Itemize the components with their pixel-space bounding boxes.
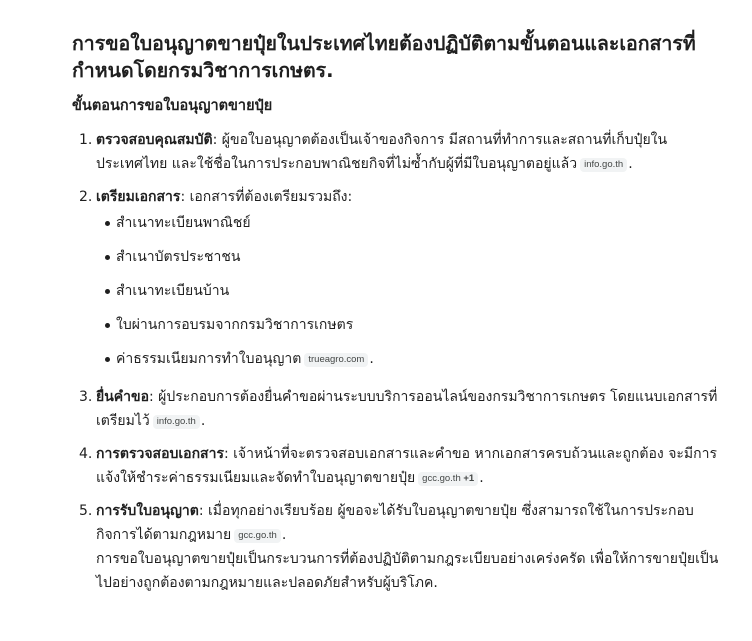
step-text: : ผู้ขอใบอนุญาตต้องเป็นเจ้าของกิจการ มีสถานที่ทำการและสถานที่เก็บปุ๋ยในประเทศไทย และใช้ชื่อในการประกอบพาณิชยกิจที่ไม่ซ้ำกับผู้ที่มีใบอนุญาตอยู่แล้ว (96, 132, 668, 172)
step-end: . (479, 470, 484, 486)
list-item-document (116, 245, 727, 269)
step-term: การรับใบอนุญาต (96, 503, 199, 519)
step-term: ยื่นคำขอ (96, 389, 149, 405)
source-chip-label: trueagro.com (308, 354, 365, 365)
step-end: . (200, 413, 206, 429)
source-chip[interactable] (580, 158, 627, 172)
page-title: การขอใบอนุญาตขายปุ๋ยในประเทศไทยต้องปฏิบัติตามขั้นตอนและเอกสารที่กำหนดโดยกรมวิชาการเกษตร. (72, 32, 696, 82)
source-chip-label: gcc.go.th (422, 473, 461, 484)
list-item-document (116, 211, 727, 235)
steps-list (72, 128, 727, 595)
step-text: : เมื่อทุกอย่างเรียบร้อย ผู้ขอจะได้รับใบอนุญาตขายปุ๋ย ซึ่งสามารถใช้ในการประกอบกิจการได้ตามกฎหมาย (96, 503, 694, 543)
source-chip-extra: +1 (463, 473, 475, 484)
step-text: : เจ้าหน้าที่จะตรวจสอบเอกสารและคำขอ หากเอกสารครบถ้วนและถูกต้อง จะมีการแจ้งให้ชำระค่าธรรมเนียมและจัดทำใบอนุญาตขายปุ๋ย (96, 446, 717, 486)
list-item-document (116, 347, 727, 371)
source-chip[interactable] (418, 472, 478, 486)
document-text: สำเนาทะเบียนบ้าน (116, 283, 230, 299)
list-item-document (116, 279, 727, 303)
step-term: การตรวจสอบเอกสาร (96, 446, 224, 462)
step-number: 3. (79, 389, 93, 405)
source-chip-label: gcc.go.th (238, 530, 277, 541)
document-text: ใบผ่านการอบรมจากกรมวิชาการเกษตร (116, 317, 354, 333)
source-chip-label: info.go.th (584, 159, 624, 170)
step-number: 4. (79, 446, 93, 462)
source-chip[interactable] (304, 353, 368, 367)
section-heading: ขั้นตอนการขอใบอนุญาตขายปุ๋ย (72, 98, 273, 114)
step-end: . (628, 156, 633, 172)
step-number: 5. (79, 503, 93, 519)
documents-list (96, 211, 727, 371)
list-item-step-2 (79, 185, 727, 371)
step-end: . (369, 351, 374, 367)
document-text: ค่าธรรมเนียมการทำใบอนุญาต (116, 351, 302, 367)
response-content (72, 30, 727, 604)
step-text: : เอกสารที่ต้องเตรียมรวมถึง: (180, 189, 353, 205)
summary-paragraph: การขอใบอนุญาตขายปุ๋ยเป็นกระบวนการที่ต้องปฏิบัติตามกฎระเบียบอย่างเคร่งครัด เพื่อให้การขายปุ๋ยเป็นไปอย่างถูกต้องตามกฎหมายและปลอดภัยสำหรับผู้บริโภค. (96, 551, 719, 591)
source-chip-label: info.go.th (156, 416, 196, 427)
document-text: สำเนาทะเบียนพาณิชย์ (116, 215, 251, 231)
step-number: 2. (79, 189, 93, 205)
list-item-step-1 (79, 128, 727, 176)
step-end: . (281, 527, 287, 543)
step-text: : ผู้ประกอบการต้องยื่นคำขอผ่านระบบบริการออนไลน์ของกรมวิชาการเกษตร โดยแนบเอกสารที่เตรียมไว้ (96, 389, 718, 429)
list-item-step-4 (79, 442, 727, 490)
step-number: 1. (79, 132, 93, 148)
document-text: สำเนาบัตรประชาชน (116, 249, 241, 265)
step-term: เตรียมเอกสาร (96, 189, 181, 205)
source-chip[interactable] (234, 529, 281, 543)
list-item-document (116, 313, 727, 337)
list-item-step-5 (79, 499, 727, 595)
list-item-step-3 (79, 385, 727, 433)
step-term: ตรวจสอบคุณสมบัติ (96, 132, 213, 148)
source-chip[interactable] (153, 415, 200, 429)
